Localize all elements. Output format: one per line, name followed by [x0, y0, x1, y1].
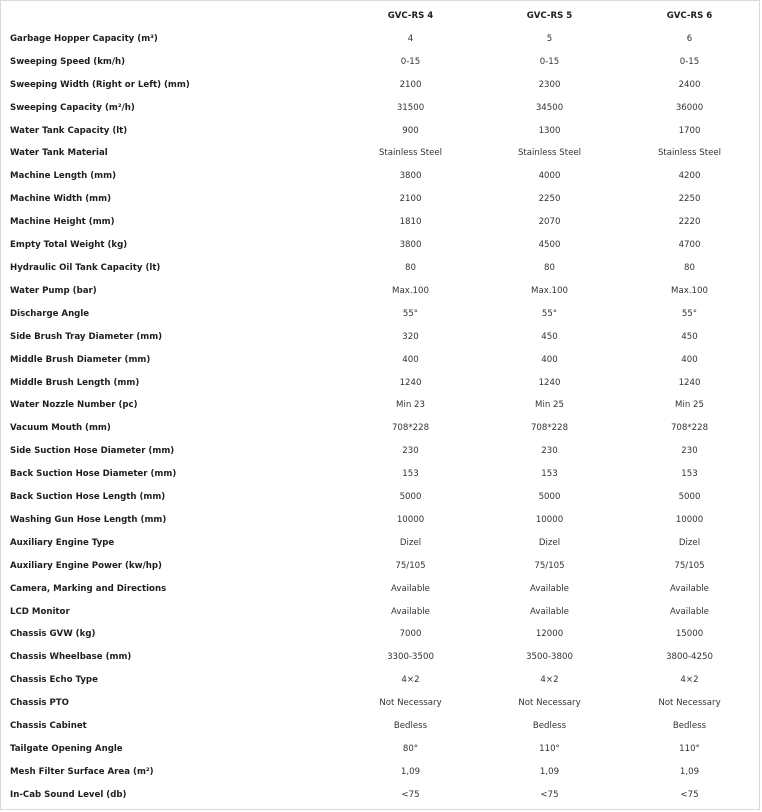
spec-value: 80	[544, 262, 555, 273]
spec-value: 450	[681, 331, 698, 342]
spec-label: Machine Height (mm)	[10, 217, 115, 228]
spec-value: 4	[407, 33, 414, 44]
spec-label: Chassis Cabinet	[10, 721, 87, 732]
spec-value: 2220	[678, 217, 701, 228]
spec-value: 5000	[538, 492, 561, 503]
table-row	[2, 463, 760, 486]
spec-value: Available	[391, 606, 430, 617]
spec-value: 10000	[535, 514, 564, 525]
header-label-column	[2, 5, 341, 28]
spec-value: Bedless	[672, 721, 707, 732]
spec-value: 153	[402, 469, 419, 480]
spec-value: 1240	[538, 377, 561, 388]
spec-value: Dizel	[678, 537, 701, 548]
spec-value: <75	[401, 789, 420, 800]
spec-value: Available	[670, 606, 709, 617]
spec-value: 4700	[678, 240, 701, 251]
spec-value: 1240	[678, 377, 701, 388]
spec-value: Min 23	[396, 400, 425, 411]
spec-label: Hydraulic Oil Tank Capacity (lt)	[10, 262, 161, 273]
spec-label: Back Suction Hose Diameter (mm)	[10, 469, 177, 480]
spec-value: 6	[686, 33, 693, 44]
table-row	[2, 646, 760, 669]
spec-value: 4000	[538, 171, 561, 182]
spec-value: 3500-3800	[526, 652, 573, 663]
spec-value: 7000	[399, 629, 422, 640]
spec-value: 80	[405, 262, 416, 273]
spec-label: Mesh Filter Surface Area (m²)	[10, 766, 154, 777]
spec-value: 5000	[399, 492, 422, 503]
spec-value: Stainless Steel	[517, 148, 582, 159]
spec-value: 3800	[399, 240, 422, 251]
spec-value: 34500	[535, 102, 564, 113]
spec-value: <75	[540, 789, 559, 800]
spec-value: 1810	[399, 217, 422, 228]
spec-value: 0-15	[539, 56, 560, 67]
spec-value: 0-15	[679, 56, 700, 67]
spec-label: Camera, Marking and Directions	[10, 583, 167, 594]
spec-value: 1,09	[679, 766, 700, 777]
spec-label: Back Suction Hose Length (mm)	[10, 492, 166, 503]
spec-value: 2250	[538, 194, 561, 205]
spec-value: Available	[530, 583, 569, 594]
spec-label: Sweeping Capacity (m²/h)	[10, 102, 135, 113]
table-row	[2, 555, 760, 578]
table-row	[2, 578, 760, 601]
spec-value: 3800-4250	[666, 652, 713, 663]
spec-value: 75/105	[395, 560, 426, 571]
spec-label: Side Brush Tray Diameter (mm)	[10, 331, 163, 342]
spec-label: Vacuum Mouth (mm)	[10, 423, 111, 434]
spec-value: 2300	[538, 79, 561, 90]
spec-value: Dizel	[399, 537, 422, 548]
table-row	[2, 74, 760, 97]
spec-label: Washing Gun Hose Length (mm)	[10, 514, 167, 525]
table-row	[2, 165, 760, 188]
spec-value: 4×2	[540, 675, 559, 686]
spec-value: <75	[680, 789, 699, 800]
spec-value: 36000	[675, 102, 704, 113]
table-row	[2, 715, 760, 738]
table-row	[2, 188, 760, 211]
spec-label: Side Suction Hose Diameter (mm)	[10, 446, 175, 457]
spec-label: Chassis Echo Type	[10, 675, 98, 686]
spec-label: Tailgate Opening Angle	[10, 744, 123, 754]
spec-label: Empty Total Weight (kg)	[10, 240, 128, 251]
table-row	[2, 440, 760, 463]
table-row	[2, 692, 760, 715]
spec-value: 400	[681, 354, 698, 365]
table-header-row	[2, 5, 760, 28]
spec-label: Discharge Angle	[10, 308, 90, 319]
spec-value: Stainless Steel	[378, 148, 443, 159]
spec-value: 75/105	[534, 560, 565, 571]
spec-label: Middle Brush Length (mm)	[10, 377, 140, 388]
table-row	[2, 120, 760, 143]
spec-value: 12000	[535, 629, 564, 640]
spec-value: 2100	[399, 194, 422, 205]
spec-value: 80°	[402, 744, 419, 754]
spec-value: 1240	[399, 377, 422, 388]
table-row	[2, 303, 760, 326]
table-row	[2, 51, 760, 74]
spec-label: Water Tank Capacity (lt)	[10, 125, 128, 136]
spec-label: Middle Brush Diameter (mm)	[10, 354, 151, 365]
table-row	[2, 97, 760, 120]
spec-value: 2250	[678, 194, 701, 205]
table-row	[2, 142, 760, 165]
spec-value: Dizel	[538, 537, 561, 548]
table-row	[2, 738, 760, 761]
spec-value: Stainless Steel	[657, 148, 722, 159]
spec-value: Bedless	[532, 721, 567, 732]
spec-label: Garbage Hopper Capacity (m³)	[10, 33, 158, 44]
spec-label: Chassis PTO	[10, 698, 69, 709]
spec-value: 400	[402, 354, 419, 365]
table-row	[2, 601, 760, 624]
spec-value: 110°	[679, 744, 700, 754]
spec-label: Water Tank Material	[10, 148, 108, 159]
table-row	[2, 509, 760, 532]
spec-value: 15000	[675, 629, 704, 640]
spec-value: Available	[391, 583, 430, 594]
table-row	[2, 257, 760, 280]
spec-value: 3800	[399, 171, 422, 182]
spec-value: 3300-3500	[387, 652, 434, 663]
header-model: GVC-RS 5	[526, 11, 573, 21]
spec-value: Not Necessary	[518, 698, 581, 709]
spec-value: 708*228	[670, 423, 709, 434]
spec-label: LCD Monitor	[10, 606, 70, 617]
spec-value: 320	[402, 331, 419, 342]
spec-label: Sweeping Width (Right or Left) (mm)	[10, 79, 190, 90]
spec-value: Max.100	[531, 285, 568, 296]
table-row	[2, 372, 760, 395]
table-row	[2, 669, 760, 692]
spec-value: 230	[681, 446, 698, 457]
spec-value: 80	[684, 262, 695, 273]
spec-value: 5	[546, 33, 553, 44]
spec-value: 2070	[538, 217, 561, 228]
spec-value: 708*228	[391, 423, 430, 434]
spec-value: 10000	[396, 514, 425, 525]
spec-value: 31500	[396, 102, 425, 113]
spec-value: 230	[402, 446, 419, 457]
spec-value: 55°	[541, 308, 558, 319]
spec-value: 110°	[539, 744, 560, 754]
spec-label: Sweeping Speed (km/h)	[10, 56, 126, 67]
spec-value: 708*228	[530, 423, 569, 434]
table-row	[2, 211, 760, 234]
spec-value: 450	[541, 331, 558, 342]
spec-value: Not Necessary	[658, 698, 721, 709]
spec-value: 400	[541, 354, 558, 365]
spec-value: 2100	[399, 79, 422, 90]
spec-value: 2400	[678, 79, 701, 90]
spec-value: Bedless	[393, 721, 428, 732]
spec-value: 10000	[675, 514, 704, 525]
spec-value: Max.100	[392, 285, 429, 296]
table-row	[2, 234, 760, 257]
table-row	[2, 486, 760, 509]
spec-value: 153	[681, 469, 698, 480]
table-row	[2, 623, 760, 646]
spec-label: Machine Length (mm)	[10, 171, 117, 182]
spec-label: Machine Width (mm)	[10, 194, 112, 205]
spec-value: 55°	[681, 308, 698, 319]
spec-value: 1,09	[539, 766, 560, 777]
spec-label: Chassis Wheelbase (mm)	[10, 652, 132, 663]
spec-label: Auxiliary Engine Type	[10, 537, 115, 548]
spec-value: 4×2	[680, 675, 699, 686]
spec-value: 1700	[678, 125, 701, 136]
spec-value: 4500	[538, 240, 561, 251]
table-row	[2, 349, 760, 372]
spec-label: Auxiliary Engine Power (kw/hp)	[10, 560, 162, 571]
spec-value: Min 25	[675, 400, 704, 411]
spec-value: Available	[530, 606, 569, 617]
spec-label: Chassis GVW (kg)	[10, 629, 96, 640]
header-model: GVC-RS 4	[387, 11, 434, 21]
spec-value: 4×2	[401, 675, 420, 686]
spec-value: Max.100	[671, 285, 708, 296]
spec-value: Not Necessary	[379, 698, 442, 709]
spec-value: 230	[541, 446, 558, 457]
spec-table	[2, 5, 760, 807]
table-row	[2, 28, 760, 51]
spec-table-body	[2, 28, 760, 807]
table-row	[2, 394, 760, 417]
header-model: GVC-RS 6	[666, 11, 713, 21]
spec-value: 75/105	[674, 560, 705, 571]
spec-value: 5000	[678, 492, 701, 503]
spec-label: Water Pump (bar)	[10, 285, 97, 296]
spec-value: 1300	[538, 125, 561, 136]
spec-value: 153	[541, 469, 558, 480]
spec-value: 900	[402, 125, 419, 136]
table-row	[2, 784, 760, 807]
spec-value: 55°	[402, 308, 419, 319]
spec-value: Min 25	[535, 400, 564, 411]
table-row	[2, 761, 760, 784]
table-row	[2, 326, 760, 349]
spec-label: Water Nozzle Number (pc)	[10, 400, 138, 411]
table-row	[2, 280, 760, 303]
spec-value: Available	[670, 583, 709, 594]
spec-label: In-Cab Sound Level (db)	[10, 789, 127, 800]
spec-value: 0-15	[400, 56, 421, 67]
table-row	[2, 532, 760, 555]
table-row	[2, 417, 760, 440]
spec-value: 1,09	[400, 766, 421, 777]
spec-value: 4200	[678, 171, 701, 182]
